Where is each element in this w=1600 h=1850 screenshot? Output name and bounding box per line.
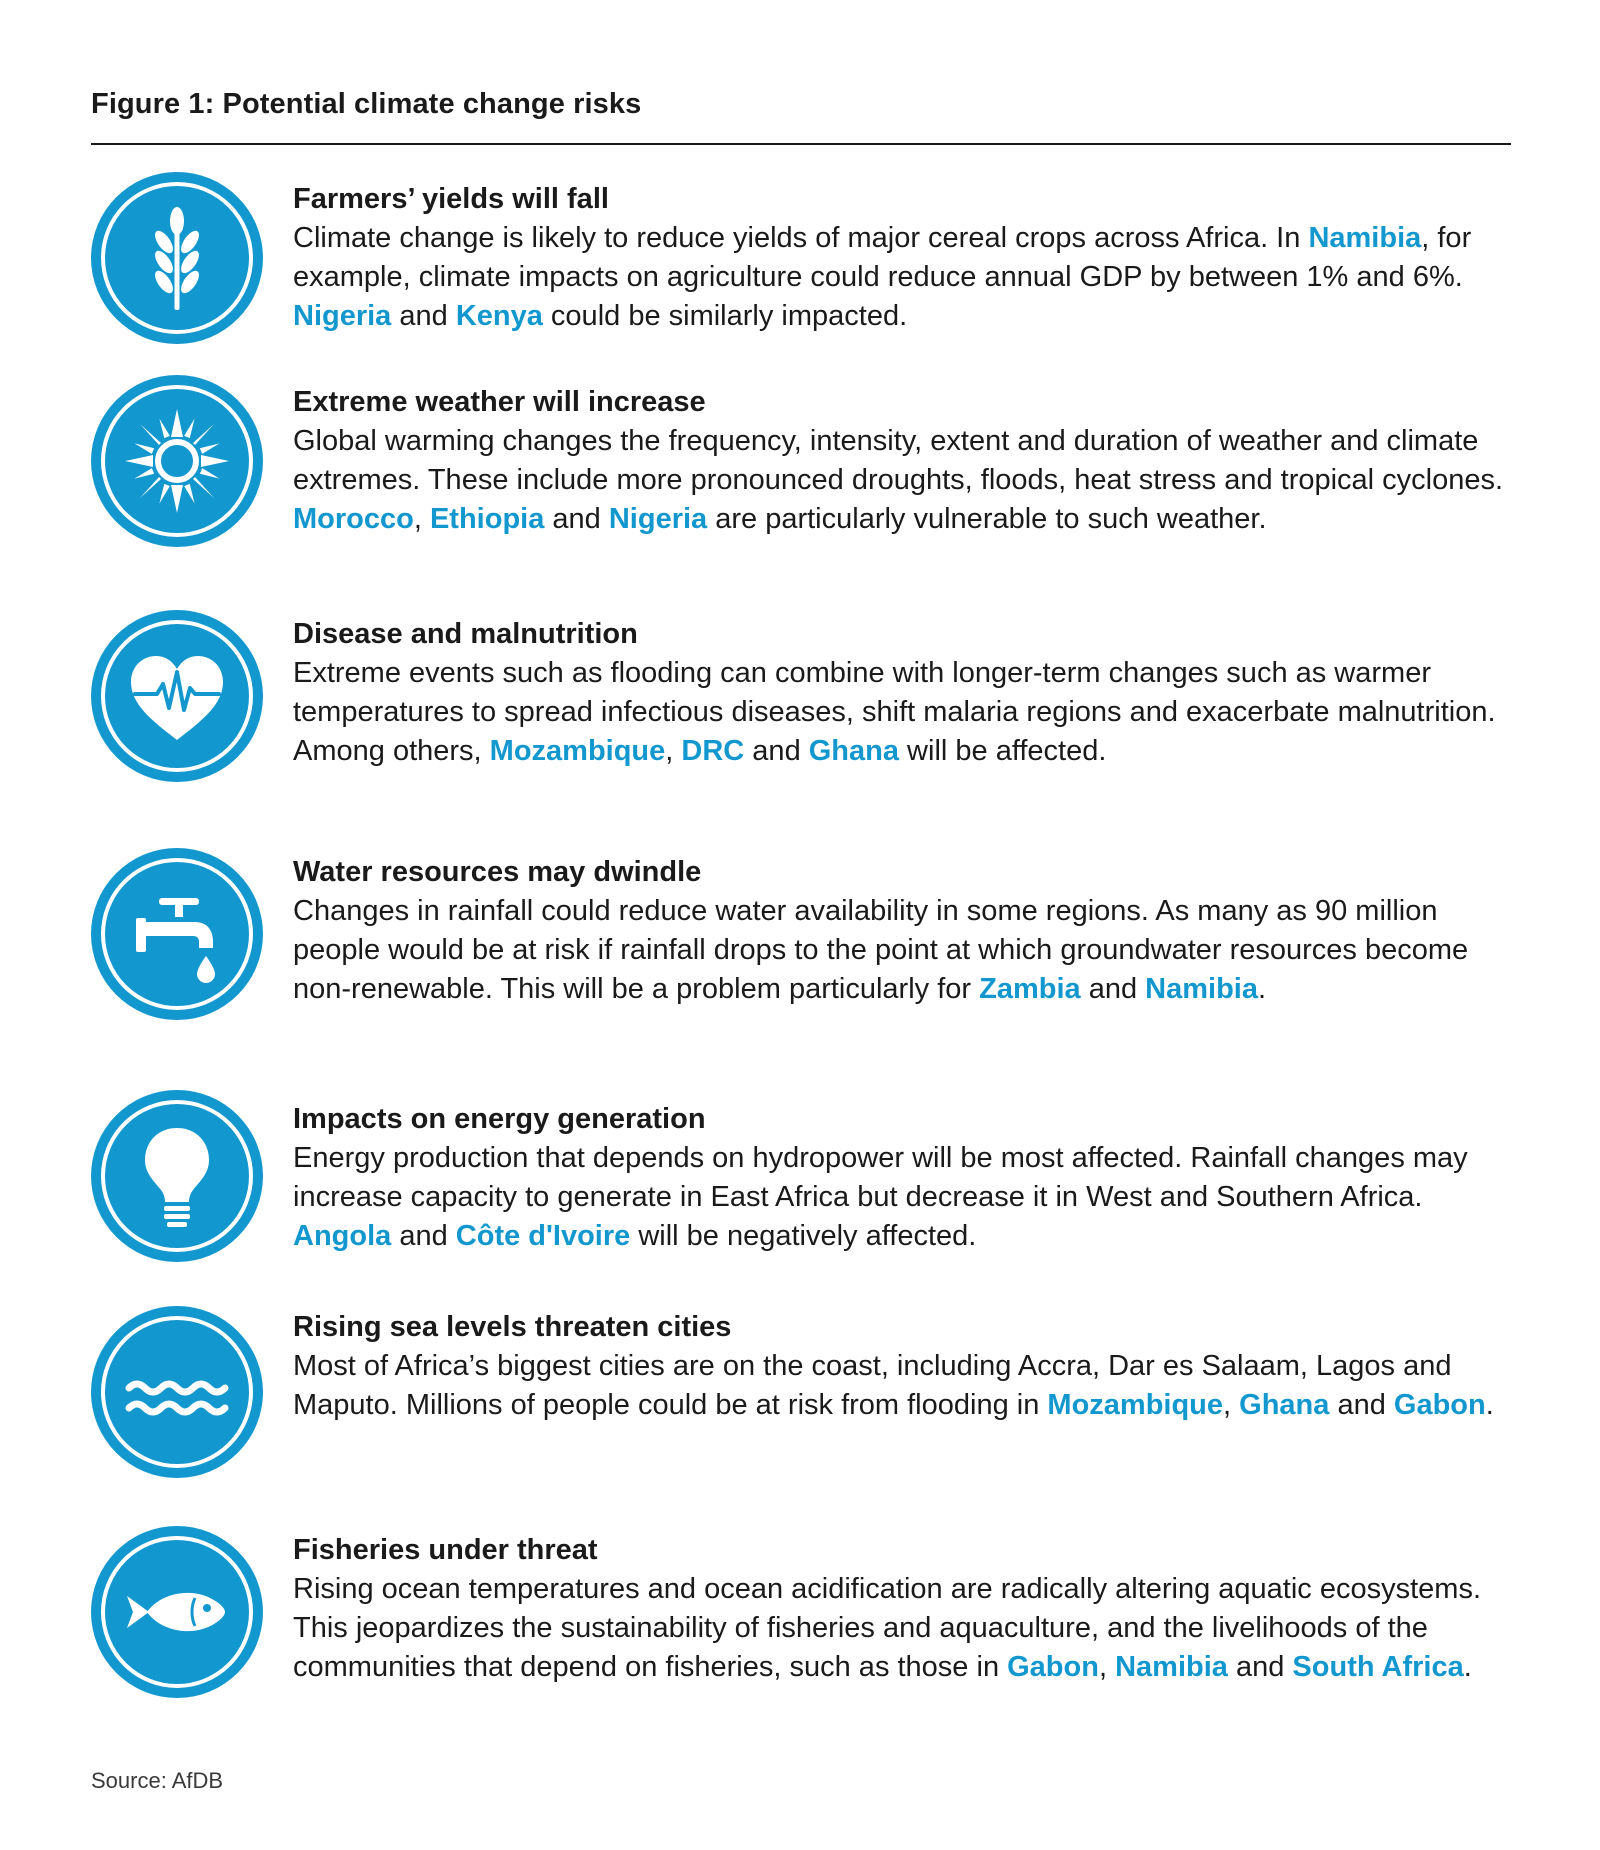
- body-text: are particularly vulnerable to such weather.: [707, 503, 1267, 535]
- country-name: Côte d'Ivoire: [455, 1220, 631, 1252]
- water-tap-icon: [91, 848, 263, 1020]
- risk-heading: Impacts on energy generation: [293, 1103, 706, 1135]
- body-text: and: [1227, 1651, 1293, 1683]
- country-name: Ghana: [808, 735, 899, 767]
- body-text: ,: [1223, 1389, 1240, 1421]
- source-note: Source: AfDB: [91, 1768, 224, 1793]
- country-name: Mozambique: [489, 735, 666, 767]
- body-text: and: [1329, 1389, 1394, 1421]
- body-text: and: [744, 735, 809, 767]
- risk-heading: Water resources may dwindle: [293, 856, 702, 888]
- body-text: could be similarly impacted.: [542, 300, 908, 332]
- body-text: and: [1080, 973, 1146, 1005]
- body-text: Global warming changes the frequency, intensity, extent and duration of weather and climate extremes. These include more pronounced droughts, floods, heat stress and tropical cyclones.: [293, 425, 1504, 496]
- body-text: Extreme events such as flooding can combine with longer-term changes such as warmer temperatures to spread infectious diseases, shift malaria regions and exacerbate malnutrition. Among others,: [293, 657, 1496, 767]
- risk-heading: Fisheries under threat: [293, 1534, 598, 1566]
- country-name: Kenya: [455, 300, 543, 332]
- fish-icon: [91, 1526, 263, 1698]
- risk-text: [293, 180, 1523, 336]
- country-name: Mozambique: [1047, 1389, 1224, 1421]
- body-text: ,: [413, 503, 430, 535]
- risk-heading: Disease and malnutrition: [293, 618, 638, 650]
- country-name: DRC: [681, 735, 745, 767]
- waves-icon: [91, 1306, 263, 1478]
- country-name: Morocco: [293, 503, 414, 535]
- body-text: and: [544, 503, 609, 535]
- wheat-icon: [91, 172, 263, 344]
- country-name: Namibia: [1115, 1651, 1228, 1683]
- body-text: Most of Africa’s biggest cities are on the coast, including Accra, Dar es Salaam, Lagos and Maputo. Millions of people could be at risk from flooding in: [293, 1350, 1452, 1421]
- body-text: .: [1257, 973, 1267, 1005]
- country-name: Zambia: [979, 973, 1081, 1005]
- risk-text: [293, 853, 1523, 1009]
- risk-heading: Farmers’ yields will fall: [293, 183, 609, 215]
- risk-description: [293, 422, 1523, 539]
- country-name: South Africa: [1292, 1651, 1464, 1683]
- country-name: Gabon: [1393, 1389, 1486, 1421]
- body-text: Rising ocean temperatures and ocean acidification are radically altering aquatic ecosystems. This jeopardizes the sustainability of fisheries and aquaculture, and the livelihoods of the communities that depend on fisheries, such as those in: [293, 1573, 1482, 1683]
- country-name: Gabon: [1007, 1651, 1099, 1683]
- risk-text: [293, 1100, 1523, 1256]
- body-text: ,: [1098, 1651, 1116, 1683]
- country-name: Namibia: [1145, 973, 1258, 1005]
- country-name: Angola: [293, 1220, 392, 1252]
- body-text: and: [391, 1220, 456, 1252]
- risk-text: [293, 615, 1523, 771]
- body-text: , for example, climate impacts on agriculture could reduce annual GDP by between 1% and 6%.: [293, 222, 1472, 293]
- body-text: and: [391, 300, 456, 332]
- risk-heading: Rising sea levels threaten cities: [293, 1311, 732, 1343]
- body-text: ,: [665, 735, 682, 767]
- body-text: .: [1463, 1651, 1472, 1683]
- heartbeat-icon: [91, 610, 263, 782]
- risk-description: [293, 219, 1523, 336]
- sun-icon: [91, 375, 263, 547]
- body-text: will be negatively affected.: [630, 1220, 977, 1252]
- risk-heading: Extreme weather will increase: [293, 386, 706, 418]
- lightbulb-icon: [91, 1090, 263, 1262]
- risk-description: [293, 1570, 1523, 1687]
- body-text: Changes in rainfall could reduce water availability in some regions. As many as 90 million people would be at risk if rainfall drops to the point at which groundwater resources become non-renewable. This will be a problem particularly for: [293, 895, 1469, 1005]
- country-name: Ghana: [1239, 1389, 1330, 1421]
- body-text: Energy production that depends on hydropower will be most affected. Rainfall changes may increase capacity to generate in East Africa but decrease it in West and Southern Africa.: [293, 1142, 1468, 1213]
- risk-description: [293, 892, 1523, 1009]
- risk-description: [293, 654, 1523, 771]
- body-text: Climate change is likely to reduce yields of major cereal crops across Africa. In: [293, 222, 1309, 254]
- country-name: Nigeria: [293, 300, 392, 332]
- risk-text: [293, 1308, 1523, 1425]
- risk-description: [293, 1139, 1523, 1256]
- country-name: Ethiopia: [429, 503, 545, 535]
- risk-text: [293, 1531, 1523, 1687]
- risk-text: [293, 383, 1523, 539]
- country-name: Nigeria: [608, 503, 708, 535]
- risk-description: [293, 1347, 1523, 1425]
- country-name: Namibia: [1308, 222, 1422, 254]
- figure-title: Figure 1: Potential climate change risks: [91, 88, 642, 120]
- body-text: will be affected.: [899, 735, 1107, 767]
- body-text: .: [1485, 1389, 1494, 1421]
